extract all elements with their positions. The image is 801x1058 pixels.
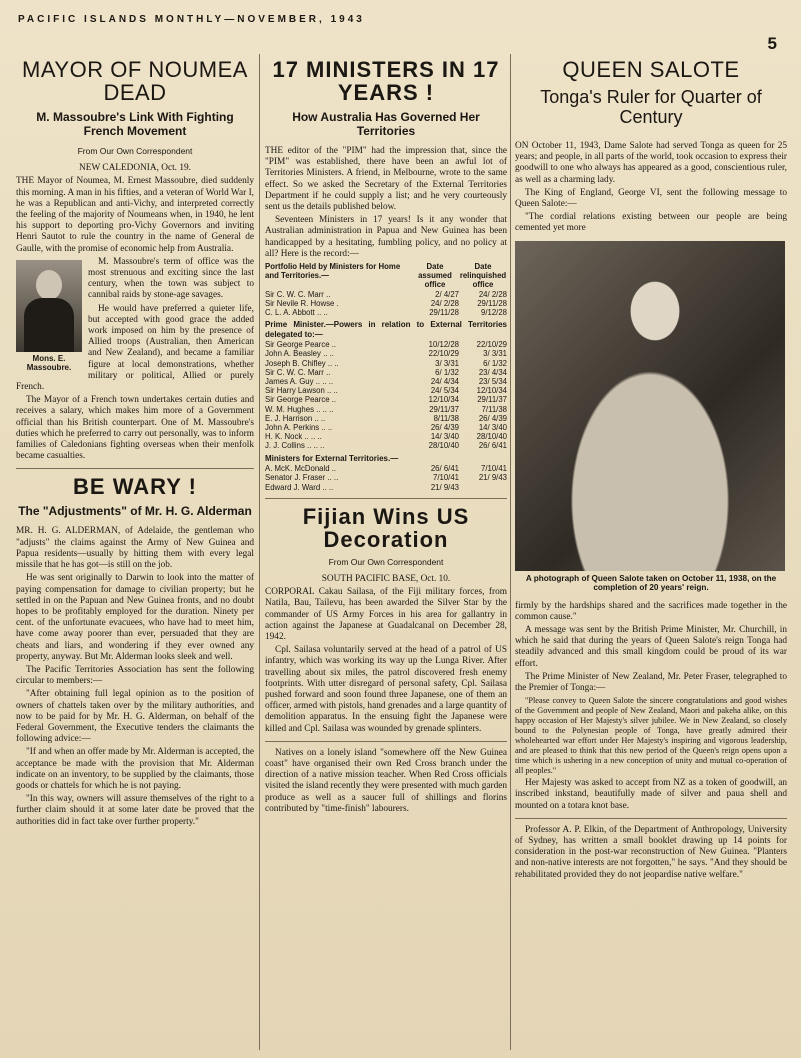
- table-cell-to: 29/11/28: [477, 298, 507, 308]
- table-cell-to: 6/ 1/32: [483, 358, 507, 368]
- paragraph: Her Majesty was asked to accept from NZ as a token of goodwill, an inscribed inkstand, beautifully made of silver and paua shell and mounted on a totara knot base.: [515, 778, 787, 811]
- table-cell-to: 9/12/28: [480, 308, 507, 318]
- table-cell-name: Sir C. W. C. Marr ..: [265, 289, 331, 299]
- table-cell-name: Edward J. Ward .. ..: [265, 482, 334, 492]
- table-cell-name: C. L. A. Abbott .. ..: [265, 308, 328, 318]
- ministers-table: [265, 262, 507, 317]
- paragraph: "In this way, owners will assure themselves of the right to a further claim should it at some later date be proved that the authorities did in fact take over further property.": [16, 794, 254, 827]
- table-row: [265, 423, 507, 432]
- table-row: [265, 308, 507, 317]
- divider: [16, 468, 254, 469]
- paragraph: CORPORAL Cakau Sailasa, of the Fiji military forces, from Natila, Bau, Tailevu, has been awarded the Silver Star by the commander of US Army Forces in his area for gallantry in action against the Japanese at Guadalcanal on December 28, 1942.: [265, 587, 507, 643]
- page-number: 5: [767, 34, 777, 53]
- table-cell-to: 21/ 9/43: [478, 473, 507, 483]
- running-header: PACIFIC ISLANDS MONTHLY—NOVEMBER, 1943: [18, 14, 365, 25]
- table-cell-name: Joseph B. Chifley .. ..: [265, 358, 339, 368]
- table-cell-to: 12/10/34: [476, 386, 507, 396]
- table-cell-from: 28/10/40: [428, 441, 459, 451]
- column-left: [16, 54, 254, 830]
- paragraph: Professor A. P. Elkin, of the Department of Anthropology, University of Sydney, has written a small booklet drawing up 14 points for consideration in the post-war reconstruction of New Guinea. "Planters and non-native interests are not forgotten," he says. "And they should be rehabilitated provided they do not jeopardise native welfare.": [515, 824, 787, 880]
- table-cell-from: 24/ 5/34: [430, 386, 459, 396]
- headline-fijian: Fijian Wins US Decoration: [302, 503, 470, 552]
- table-cell-to: 26/ 6/41: [478, 441, 507, 451]
- table-cell-to: 3/ 3/31: [483, 349, 507, 359]
- table-row: [265, 395, 507, 404]
- column-middle: [265, 54, 507, 817]
- table-cell-name: Sir C. W. C. Marr ..: [265, 367, 331, 377]
- ministers-table: [265, 340, 507, 450]
- photo-queen-salote: [515, 241, 785, 571]
- table-cell-name: A. McK. McDonald ..: [265, 464, 337, 474]
- table-cell-name: E. J. Harrison .. ..: [265, 413, 326, 423]
- headline-ministers: 17 MINISTERS IN 17 YEARS !: [272, 57, 500, 105]
- column-rule: [259, 54, 260, 1050]
- divider: [265, 498, 507, 499]
- portrait-photo: [16, 260, 82, 352]
- table-cell-from: 10/12/28: [428, 340, 459, 350]
- table-row: [265, 441, 507, 450]
- table-cell-from: 22/10/29: [428, 349, 459, 359]
- table-cell-to: 29/11/37: [477, 395, 507, 405]
- column-right: [515, 54, 787, 883]
- paragraph: Seventeen Ministers in 17 years! Is it any wonder that Australian administration in Papua and New Guinea has been handicapped by a hesitating, fumbling policy, and no policy at all? Here is the record:—: [265, 215, 507, 259]
- paragraph: The King of England, George VI, sent the following message to Queen Salote:—: [515, 187, 787, 210]
- paragraph: MR. H. G. ALDERMAN, of Adelaide, the gentleman who "adjusts" the claims against the Army of New Guinea and Papua residents—usually by hitting them with every legal missile that he has got—is still on the job.: [16, 526, 254, 571]
- table-cell-to: [459, 483, 507, 492]
- ministers-table: [265, 464, 507, 492]
- table-row: [265, 377, 507, 386]
- paragraph: Natives on a lonely island "somewhere off the New Guinea coast" have organised their own Red Cross branch under the direction of a native mission teacher. When Red Cross officials visited the island recently they were presented with much garden produce as well as a saucer full of shillings and florins contributed by "time-finish" labourers.: [265, 747, 507, 814]
- headline-be-wary: BE WARY !: [73, 474, 197, 500]
- table-row: [265, 359, 507, 368]
- portrait-caption: Mons. E. Massoubre.: [26, 353, 72, 372]
- table-row: [265, 290, 507, 299]
- subhead-queen-salote: Tonga's Ruler for Quarter of Century: [540, 87, 762, 127]
- table-cell-from: 2/ 4/27: [435, 289, 459, 299]
- table-cell-from: 26/ 4/39: [430, 423, 459, 433]
- table-cell-from: 8/11/38: [433, 413, 459, 423]
- paragraph: The Mayor of a French town undertakes certain duties and receives a salary, which makes him more of a Government official than his British counterpart. One of M. Massoubre's duties which he preferred to carry out personally, was to inform families of Caledonians fighting overseas when their menfolk became casualties.: [16, 395, 254, 462]
- table-cell-from: 12/10/34: [428, 395, 459, 405]
- table-header: Date relinquished office: [459, 262, 507, 290]
- table-cell-to: 7/11/38: [481, 404, 507, 414]
- table-row: [265, 349, 507, 358]
- table-cell-name: W. M. Hughes .. .. ..: [265, 404, 334, 414]
- table-cell-from: 24/ 4/34: [430, 377, 459, 387]
- table-row: [265, 414, 507, 423]
- headline-mayor: MAYOR OF NOUMEA DEAD: [22, 57, 248, 105]
- table-cell-name: Sir George Pearce ..: [265, 340, 337, 350]
- byline: From Our Own Correspondent: [77, 146, 193, 156]
- table-cell-from: 21/ 9/43: [430, 482, 459, 492]
- table-cell-from: 7/10/41: [432, 473, 459, 483]
- byline: From Our Own Correspondent: [328, 556, 444, 567]
- paragraph: firmly by the hardships shared and the sacrifices made together in the common cause.": [515, 600, 787, 622]
- table-cell-name: James A. Guy .. .. ..: [265, 377, 334, 387]
- table-cell-name: J. J. Collins .. .. ..: [265, 441, 325, 451]
- table-cell-to: 22/10/29: [476, 340, 507, 350]
- table-row: [265, 464, 507, 473]
- paragraph: THE editor of the "PIM" had the impression that, since the "PIM" was established, there have been an awful lot of Territories Ministers. A friend, in Melbourne, wrote to the same effect. So we asked the Secretary of the External Territories Department if he could supply a list; and he very courteously sent us the details published below.: [265, 146, 507, 213]
- subhead-ministers: How Australia Has Governed Her Territories: [292, 110, 480, 138]
- table-header: Portfolio Held by Ministers for Home and Territories.—: [265, 262, 401, 281]
- table-row: [265, 386, 507, 395]
- table-cell-to: 14/ 3/40: [478, 423, 507, 433]
- paragraph: A message was sent by the British Prime Minister, Mr. Churchill, in which he said that during the years of Queen Salote's reign Tonga had steadily advanced and this small kingdom could be proud of its war effort.: [515, 625, 787, 669]
- table-cell-from: 3/ 3/31: [435, 358, 459, 368]
- table-section-title: Ministers for External Territories.—: [265, 453, 399, 463]
- paragraph: THE Mayor of Noumea, M. Ernest Massoubre, died suddenly this morning. A man in his fifties, and a veteran of World War I, he was a Republican and anti-Vichy, and interpreted correctly the feeling of the majority of Noumeans when, in 1940, he lent his support to deporting pro-Vichy Governors and inviting Henri Sautot to rule the country in the name of General de Gaulle, with the promise of economic help from Australia.: [16, 176, 254, 254]
- table-row: [265, 368, 507, 377]
- table-row: [265, 340, 507, 349]
- photo-caption: A photograph of Queen Salote taken on October 11, 1938, on the completion of 20 years' reign.: [525, 573, 777, 593]
- dateline: NEW CALEDONIA, Oct. 19.: [79, 163, 191, 174]
- table-cell-name: Senator J. Fraser .. ..: [265, 473, 339, 483]
- table-row: [265, 473, 507, 482]
- subhead-be-wary: The "Adjustments" of Mr. H. G. Alderman: [18, 504, 252, 519]
- paragraph: The Pacific Territories Association has sent the following circular to members:—: [16, 664, 254, 687]
- table-cell-to: 7/10/41: [480, 464, 507, 474]
- paragraph: "Please convey to Queen Salote the sincere congratulations and good wishes of the Government and people of New Zealand, Maori and pakeha alike, on this happy occasion of Her Majesty's silver jubilee. We in New Zealand, so closely bound to the Polynesian people of Tonga, have greatly admired their wholehearted war effort under Her Majesty's inspiring and vigorous leadership, and are pleased to think that this new period of the Queen's reign opens upon a time which is ushering in a new conception of unity and mutual co-operation of all peoples.": [515, 696, 787, 776]
- table-cell-from: 26/ 6/41: [430, 464, 459, 474]
- table-row: [265, 299, 507, 308]
- table-cell-from: 29/11/28: [429, 308, 459, 318]
- table-cell-from: 29/11/37: [429, 404, 459, 414]
- table-row: [265, 483, 507, 492]
- paragraph: The Prime Minister of New Zealand, Mr. Peter Fraser, telegraphed to the Premier of Tonga:—: [515, 671, 787, 694]
- column-rule: [510, 54, 511, 1050]
- divider: [515, 818, 787, 819]
- table-cell-from: 24/ 2/28: [430, 298, 459, 308]
- table-cell-to: 24/ 2/28: [478, 289, 507, 299]
- table-cell-name: Sir Nevile R. Howse .: [265, 298, 339, 308]
- table-cell-name: Sir Harry Lawson .. ..: [265, 386, 338, 396]
- portrait-massoubre: [16, 260, 82, 372]
- paragraph: He was sent originally to Darwin to look into the matter of paying compensation for damage to civilian property; but he settled in on the Papuan and New Guinea fronts, and no doubt hopes to be profitably employed for the duration. Ninety per cent. of the unfortunate evacuees, who have had to meet him, have come away poorer than ever, persuaded that they are cheats and liars, and wondering if they ever owned any property, anyway. But Mr. Alderman looks sleek and well.: [16, 573, 254, 662]
- table-cell-to: 23/ 4/34: [478, 367, 507, 377]
- headline-queen-salote: QUEEN SALOTE: [562, 57, 740, 82]
- table-cell-to: 28/10/40: [476, 432, 507, 442]
- table-row: [265, 405, 507, 414]
- table-cell-name: H. K. Nock .. .. ..: [265, 432, 322, 442]
- table-header: Date assumed office: [418, 262, 452, 290]
- paragraph: ON October 11, 1943, Dame Salote had served Tonga as queen for 25 years; and people, in all parts of the world, took occasion to express their goodwill to one who always has appeared as a good, conscientious ruler, as well as a charming lady.: [515, 141, 787, 185]
- table-cell-to: 23/ 5/34: [478, 377, 507, 387]
- paragraph: "If and when an offer made by Mr. Alderman is accepted, the acceptance be made with the provision that Mr. Alderman indicate on an inventory, to be supplied by the claimants, those goods or chattels for which he is not paying.: [16, 747, 254, 791]
- table-cell-name: John A. Beasley .. ..: [265, 349, 334, 359]
- paragraph: M. Massoubre's term of office was the most strenuous and exciting since the last century, when the town was subject to cannibal raids by stone-age savages.: [88, 256, 254, 301]
- table-cell-to: 26/ 4/39: [478, 413, 507, 423]
- table-section-title: Prime Minister.—Powers in relation to External Territories delegated to:—: [265, 320, 507, 339]
- table-row: [265, 432, 507, 441]
- subhead-mayor: M. Massoubre's Link With Fighting French Movement: [36, 110, 234, 138]
- table-cell-from: 14/ 3/40: [430, 432, 459, 442]
- dateline: SOUTH PACIFIC BASE, Oct. 10.: [321, 574, 451, 584]
- table-cell-from: 6/ 1/32: [435, 367, 459, 377]
- paragraph: He would have preferred a quieter life, but accepted with good grace the added work imposed on him by the presence of Allied troops (Australian, then American and New Zealand), and became a familiar figure at local demonstrations, whether military or political, Allied or purely French.: [16, 303, 254, 393]
- paragraph: "The cordial relations existing between our people are being cemented yet more: [515, 212, 787, 234]
- divider: [265, 741, 507, 742]
- table-cell-name: Sir George Pearce ..: [265, 395, 337, 405]
- paragraph: "After obtaining full legal opinion as to the position of owners of chattels taken over by the military authorities, and now to be paid for by Mr. H. G. Alderman, on behalf of the Federal Government, the Executive tenders the claimants the following advice:—: [16, 689, 254, 745]
- table-cell-name: John A. Perkins .. ..: [265, 423, 333, 433]
- paragraph: Cpl. Sailasa voluntarily served at the head of a patrol of US infantry, which was working its way up the Lunga River. After travelling about six miles, the patrol discovered fresh enemy footprints. With utter disregard of personal safety, Cpl. Sailasa pushed forward and soon found three Japanese, one of them an officer, armed with pistols, hand grenades and a large quantity of demolition apparatus. In the ensuing fight the Japanese were killed and Cpl. Sailasa was wounded by grenade splinters.: [265, 645, 507, 734]
